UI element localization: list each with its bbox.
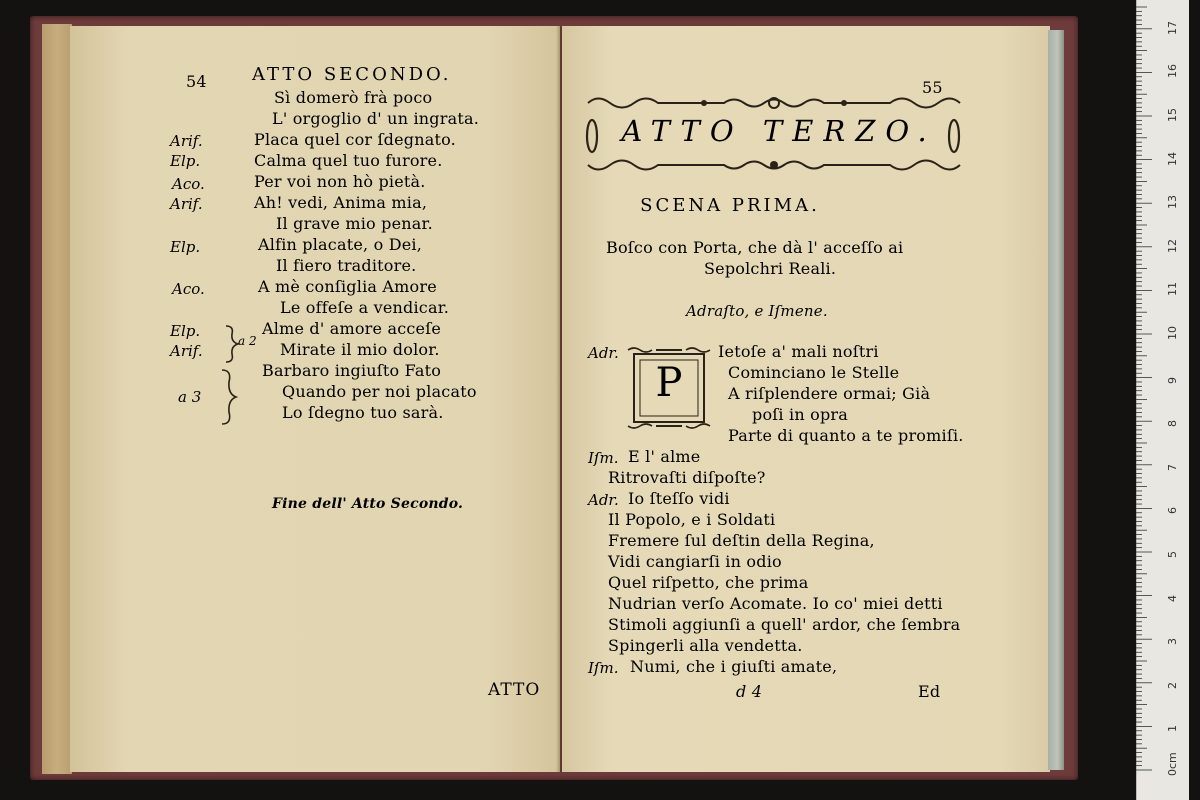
speaker-label: Elp. <box>170 152 201 170</box>
speaker-label: Elp. <box>170 322 201 340</box>
speaker-label: Aco. <box>172 280 205 298</box>
right-catchword: Ed <box>918 682 941 701</box>
scene-setting-line1: Boſco con Porta, che dà l' acceſſo ai <box>606 238 904 257</box>
speaker-label: Aco. <box>172 175 205 193</box>
ruler-label: 8 <box>1166 420 1179 428</box>
ruler-label: 7 <box>1166 463 1179 471</box>
ruler-label: 11 <box>1166 282 1179 297</box>
verse-line: Le offeſe a vendicar. <box>280 298 450 317</box>
verse-line: A mè conſiglia Amore <box>258 277 437 296</box>
verse-line: Placa quel cor ſdegnato. <box>254 130 456 149</box>
signature-mark: d 4 <box>736 682 763 701</box>
verse-line: A riſplendere ormai; Già <box>728 384 931 403</box>
speaker-label: Adr. <box>588 491 619 509</box>
ruler-label: 6 <box>1166 507 1179 515</box>
ruler-label: 0cm <box>1166 752 1179 776</box>
headpiece-bottom-ornament <box>584 156 964 174</box>
ruler-label: 3 <box>1166 638 1179 646</box>
verse-line: Ritrovaſti diſpoſte? <box>608 468 766 487</box>
ruler-label: 13 <box>1166 195 1179 210</box>
left-catchword: ATTO <box>488 680 541 700</box>
brace-a3 <box>218 368 240 426</box>
speaker-label: Elp. <box>170 238 201 256</box>
verse-line: Alfin placate, o Dei, <box>258 235 422 254</box>
headpiece-right-cartouche <box>946 116 962 156</box>
fore-edge <box>1048 30 1064 770</box>
ruler-label: 17 <box>1166 20 1179 35</box>
brace-label-a2: a 2 <box>238 334 257 348</box>
left-running-header: ATTO SECONDO. <box>252 64 452 85</box>
verse-line: Parte di quanto a te promiſi. <box>728 426 964 445</box>
verse-line: Cominciano le Stelle <box>728 363 900 382</box>
speaker-label: Arif. <box>170 132 203 150</box>
verse-line: Il grave mio penar. <box>276 214 433 233</box>
speaker-label: a 3 <box>178 388 202 406</box>
ruler-label: 14 <box>1166 151 1179 166</box>
act-title: ATTO TERZO. <box>621 114 937 148</box>
headpiece-top-ornament <box>584 94 964 112</box>
verse-line: Quando per noi placato <box>282 382 477 401</box>
speaker-label: Arif. <box>170 195 203 213</box>
ruler-label: 10 <box>1166 326 1179 340</box>
right-page-number: 55 <box>922 78 943 97</box>
ruler-label: 4 <box>1166 594 1179 602</box>
verse-line: Vidi cangiarſi in odio <box>608 552 782 571</box>
verse-line: Nudrian verſo Acomate. Io co' miei detti <box>608 594 943 613</box>
ruler-label: 12 <box>1166 238 1179 253</box>
verse-line: Calma quel tuo furore. <box>254 151 443 170</box>
decorated-initial-letter: P <box>655 360 683 406</box>
verse-line: Il fiero traditore. <box>276 256 417 275</box>
verse-line: E l' alme <box>628 447 701 466</box>
speaker-label: Iſm. <box>588 449 619 467</box>
verse-line: Ah! vedi, Anima mia, <box>254 193 428 212</box>
verse-line: Alme d' amore acceſe <box>262 319 441 338</box>
left-page-number: 54 <box>186 72 207 91</box>
verse-line: Il Popolo, e i Soldati <box>608 510 776 529</box>
ruler-label: 5 <box>1166 551 1179 558</box>
scene-characters: Adraſto, e Iſmene. <box>686 302 828 320</box>
verse-line: Stimoli aggiunſi a quell' ardor, che ſembra <box>608 615 961 634</box>
end-of-act-note: Fine dell' Atto Secondo. <box>272 496 464 512</box>
verse-line: Io ſteſſo vidi <box>628 489 730 508</box>
verse-line: Fremere ſul deſtin della Regina, <box>608 531 875 550</box>
verse-line: Ietoſe a' mali noſtri <box>718 342 879 361</box>
verse-line: Quel riſpetto, che prima <box>608 573 809 592</box>
scene-title: SCENA PRIMA. <box>640 195 820 216</box>
verse-line: Mirate il mio dolor. <box>280 340 440 359</box>
speaker-label: Adr. <box>588 344 619 362</box>
verse-line: L' orgoglio d' un ingrata. <box>272 109 479 128</box>
ruler-label: 15 <box>1166 108 1179 122</box>
scene-setting-line2: Sepolchri Reali. <box>704 259 837 278</box>
verse-line: Spingerli alla vendetta. <box>608 636 803 655</box>
speaker-label: Iſm. <box>588 659 619 677</box>
verse-line: Lo ſdegno tuo sarà. <box>282 403 444 422</box>
verse-line: Sì domerò frà poco <box>274 88 433 107</box>
ruler-label: 16 <box>1166 64 1179 79</box>
verse-line: poſi in opra <box>752 405 848 424</box>
ruler-ticks <box>1136 0 1188 800</box>
ruler-label: 9 <box>1166 376 1179 384</box>
verse-line: Per voi non hò pietà. <box>254 172 426 191</box>
headpiece-left-cartouche <box>584 116 600 156</box>
verse-line: Numi, che i giuſti amate, <box>630 657 838 676</box>
ruler-label: 1 <box>1166 725 1179 733</box>
page-block-edge <box>42 24 72 774</box>
verse-line: Barbaro ingiuſto Fato <box>262 361 442 380</box>
speaker-label: Arif. <box>170 342 203 360</box>
ruler-label: 2 <box>1166 681 1179 689</box>
